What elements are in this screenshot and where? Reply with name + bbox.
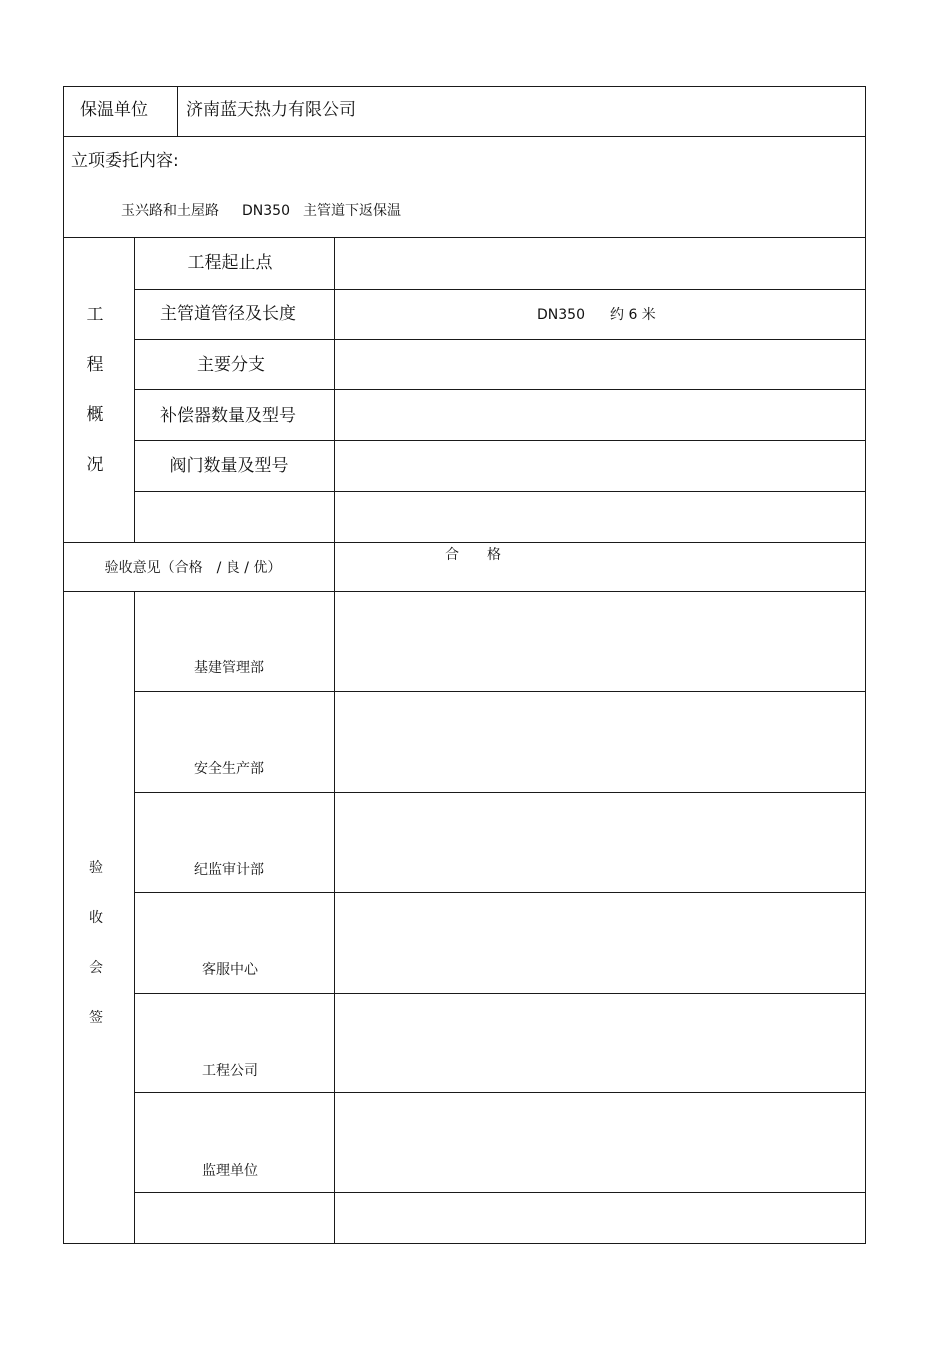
border-left xyxy=(63,86,64,1244)
pipe-length-value: 约 6 米 xyxy=(610,307,656,323)
signoff-side-char: 收 xyxy=(89,910,103,926)
signoff-signature-cell[interactable] xyxy=(335,793,865,892)
signoff-dept-label: 纪监审计部 xyxy=(194,862,264,878)
commission-road: 玉兴路和土屋路 xyxy=(121,203,219,219)
signoff-signature-cell[interactable] xyxy=(335,893,865,993)
unit-label: 保温单位 xyxy=(80,100,148,120)
divider xyxy=(63,237,865,238)
divider xyxy=(334,237,335,592)
overview-row-label: 补偿器数量及型号 xyxy=(160,406,296,426)
signoff-dept-label: 客服中心 xyxy=(202,962,258,978)
signoff-signature-cell[interactable] xyxy=(335,1093,865,1192)
overview-side-char: 况 xyxy=(86,455,104,475)
divider xyxy=(134,389,865,390)
divider xyxy=(134,491,865,492)
divider xyxy=(134,440,865,441)
signoff-dept-label: 工程公司 xyxy=(202,1063,258,1079)
signoff-side-char: 验 xyxy=(89,860,103,876)
signoff-side-char: 签 xyxy=(89,1010,103,1026)
signoff-dept-label: 安全生产部 xyxy=(194,761,264,777)
divider xyxy=(177,86,178,137)
overview-side-char: 概 xyxy=(86,405,104,425)
unit-value: 济南蓝天热力有限公司 xyxy=(186,100,356,120)
divider xyxy=(134,591,135,1244)
signoff-dept-label: 基建管理部 xyxy=(194,660,264,676)
signoff-dept-label: 监理单位 xyxy=(202,1163,258,1179)
divider xyxy=(134,237,135,542)
overview-side-char: 工 xyxy=(86,305,104,325)
border-top xyxy=(63,86,865,87)
acceptance-value-2: 格 xyxy=(487,547,501,563)
signoff-signature-cell[interactable] xyxy=(335,592,865,691)
divider xyxy=(134,339,865,340)
border-right xyxy=(865,86,866,1244)
commission-dn: DN350 xyxy=(242,203,290,219)
divider xyxy=(63,542,865,543)
signoff-signature-cell[interactable] xyxy=(335,994,865,1092)
pipe-diameter-value: DN350 xyxy=(537,307,585,323)
signoff-signature-cell[interactable] xyxy=(335,1193,865,1243)
signoff-side-char: 会 xyxy=(89,960,103,976)
overview-row-label: 主要分支 xyxy=(197,355,265,375)
divider xyxy=(63,136,865,137)
commission-desc: 主管道下返保温 xyxy=(303,203,401,219)
overview-row-label: 主管道管径及长度 xyxy=(160,304,296,324)
overview-side-char: 程 xyxy=(86,355,104,375)
divider xyxy=(134,289,865,290)
commission-label: 立项委托内容: xyxy=(71,151,179,171)
overview-row-label: 工程起止点 xyxy=(187,253,273,273)
signoff-signature-cell[interactable] xyxy=(335,692,865,792)
overview-row-label: 阀门数量及型号 xyxy=(169,456,289,476)
acceptance-value-1: 合 xyxy=(445,547,459,563)
acceptance-label: 验收意见（合格 / 良 / 优） xyxy=(104,560,282,576)
border-bottom xyxy=(63,1243,865,1244)
